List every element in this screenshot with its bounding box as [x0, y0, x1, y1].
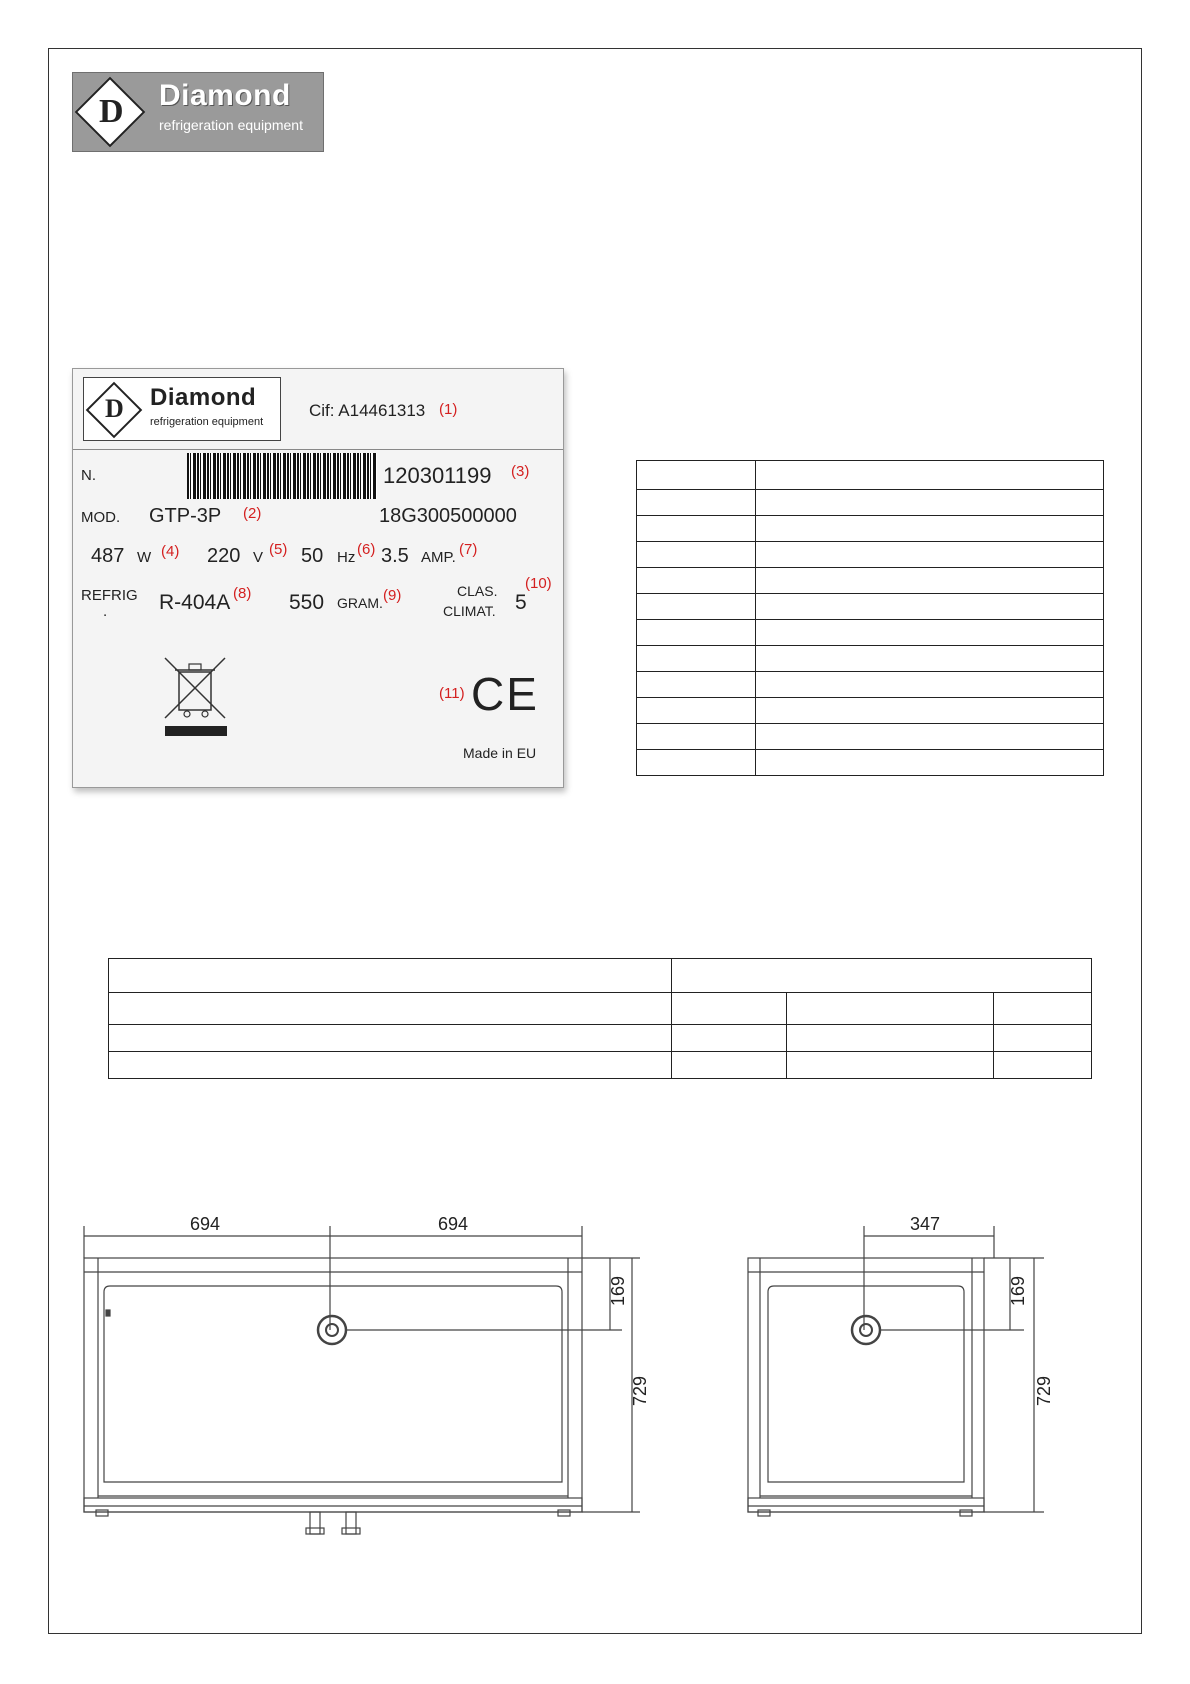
legend-row — [637, 461, 1104, 490]
legend-cell — [756, 568, 1104, 594]
front-width-right-label: 694 — [438, 1214, 469, 1234]
legend-cell — [756, 672, 1104, 698]
spec-cell — [109, 1025, 672, 1052]
legend-cell — [637, 490, 756, 516]
legend-cell — [637, 461, 756, 490]
spec-row — [109, 1052, 1092, 1079]
side-view-drawing — [744, 1210, 1074, 1550]
nameplate-mark-letter: D — [105, 394, 124, 423]
spec-table — [108, 958, 1092, 1079]
legend-row — [637, 750, 1104, 776]
spec-cell — [994, 1025, 1092, 1052]
amp-value: 3.5 — [381, 545, 409, 567]
ce-ref: (11) — [439, 685, 465, 702]
spec-cell — [787, 1025, 994, 1052]
nameplate-divider — [73, 449, 563, 450]
amp-unit: AMP. — [421, 549, 456, 566]
freq-ref: (6) — [357, 541, 376, 558]
legend-cell — [637, 516, 756, 542]
legend-cell — [756, 461, 1104, 490]
freq-unit: Hz — [337, 549, 356, 566]
header-logo — [72, 72, 324, 152]
freq-value: 50 — [301, 545, 324, 567]
legend-cell — [756, 646, 1104, 672]
voltage-unit: V — [253, 549, 264, 566]
legend-row — [637, 672, 1104, 698]
side-width-label: 347 — [910, 1214, 941, 1234]
spec-cell — [109, 1052, 672, 1079]
voltage-value: 220 — [207, 545, 241, 567]
legend-cell — [756, 724, 1104, 750]
nameplate-brand: Diamond — [150, 384, 257, 411]
spec-row — [109, 993, 1092, 1025]
clas-label: CLAS. — [457, 583, 498, 599]
climate-class: 5 — [515, 591, 527, 614]
crossed-out-bin-icon — [159, 654, 233, 740]
rating-nameplate — [72, 368, 564, 788]
legend-cell — [637, 698, 756, 724]
spec-cell — [994, 1052, 1092, 1079]
logo-mark-letter: D — [99, 93, 124, 130]
legend-cell — [637, 568, 756, 594]
power-unit: W — [137, 549, 152, 566]
legend-cell — [637, 594, 756, 620]
legend-row — [637, 490, 1104, 516]
mod-label: MOD. — [81, 509, 121, 526]
legend-cell — [637, 620, 756, 646]
ce-mark: CE — [471, 668, 539, 720]
spec-row — [109, 959, 1092, 993]
legend-cell — [637, 646, 756, 672]
charge-unit: GRAM. — [337, 595, 383, 611]
model-ref: (2) — [243, 505, 262, 522]
legend-row — [637, 542, 1104, 568]
legend-cell — [756, 516, 1104, 542]
legend-cell — [637, 750, 756, 776]
front-width-left-label: 694 — [190, 1214, 221, 1234]
spec-cell — [672, 1025, 787, 1052]
n-label: N. — [81, 467, 96, 484]
legend-cell — [756, 490, 1104, 516]
side-height-top-label: 169 — [1008, 1275, 1028, 1306]
front-view-drawing — [70, 1210, 670, 1550]
nameplate-logo — [83, 377, 281, 441]
refrigerant: R-404A — [159, 591, 231, 614]
nameplate-tagline: refrigeration equipment — [150, 416, 264, 428]
front-height-total-label: 729 — [630, 1375, 650, 1406]
cif-label: Cif: A14461313 — [309, 401, 426, 420]
legend-cell — [637, 672, 756, 698]
refrigerant-ref: (8) — [233, 585, 252, 602]
spec-cell — [109, 993, 672, 1025]
refrig-label: REFRIG — [81, 587, 138, 604]
spec-cell — [672, 993, 787, 1025]
spec-cell — [787, 993, 994, 1025]
power-value: 487 — [91, 545, 125, 567]
spec-cell — [672, 1052, 787, 1079]
legend-table — [636, 460, 1104, 776]
legend-row — [637, 646, 1104, 672]
spec-cell — [672, 959, 1092, 993]
spec-row — [109, 1025, 1092, 1052]
climat-label: CLIMAT. — [443, 603, 496, 619]
power-ref: (4) — [161, 543, 180, 560]
serial-number: 120301199 — [383, 463, 492, 488]
front-height-top-label: 169 — [608, 1275, 628, 1306]
legend-row — [637, 516, 1104, 542]
refrig-dot: . — [103, 603, 108, 620]
spec-cell — [109, 959, 672, 993]
made-in: Made in EU — [463, 745, 537, 761]
legend-row — [637, 594, 1104, 620]
logo-brand: Diamond — [159, 79, 291, 112]
legend-row — [637, 724, 1104, 750]
spec-cell — [787, 1052, 994, 1079]
legend-cell — [756, 594, 1104, 620]
legend-row — [637, 568, 1104, 594]
legend-cell — [756, 698, 1104, 724]
legend-cell — [756, 750, 1104, 776]
amp-ref: (7) — [459, 541, 478, 558]
cif-ref: (1) — [439, 401, 458, 418]
voltage-ref: (5) — [269, 541, 288, 558]
legend-cell — [637, 724, 756, 750]
legend-row — [637, 698, 1104, 724]
spec-cell — [994, 993, 1092, 1025]
serial-ref: (3) — [511, 463, 530, 480]
charge-ref: (9) — [383, 587, 402, 604]
product-code: 18G300500000 — [379, 505, 517, 527]
legend-cell — [756, 620, 1104, 646]
charge-value: 550 — [289, 591, 325, 614]
legend-cell — [756, 542, 1104, 568]
climate-ref: (10) — [525, 575, 552, 592]
side-height-total-label: 729 — [1034, 1375, 1054, 1406]
model-number: GTP-3P — [149, 505, 222, 527]
legend-row — [637, 620, 1104, 646]
legend-cell — [637, 542, 756, 568]
logo-tagline: refrigeration equipment — [159, 117, 303, 133]
barcode — [187, 453, 377, 499]
